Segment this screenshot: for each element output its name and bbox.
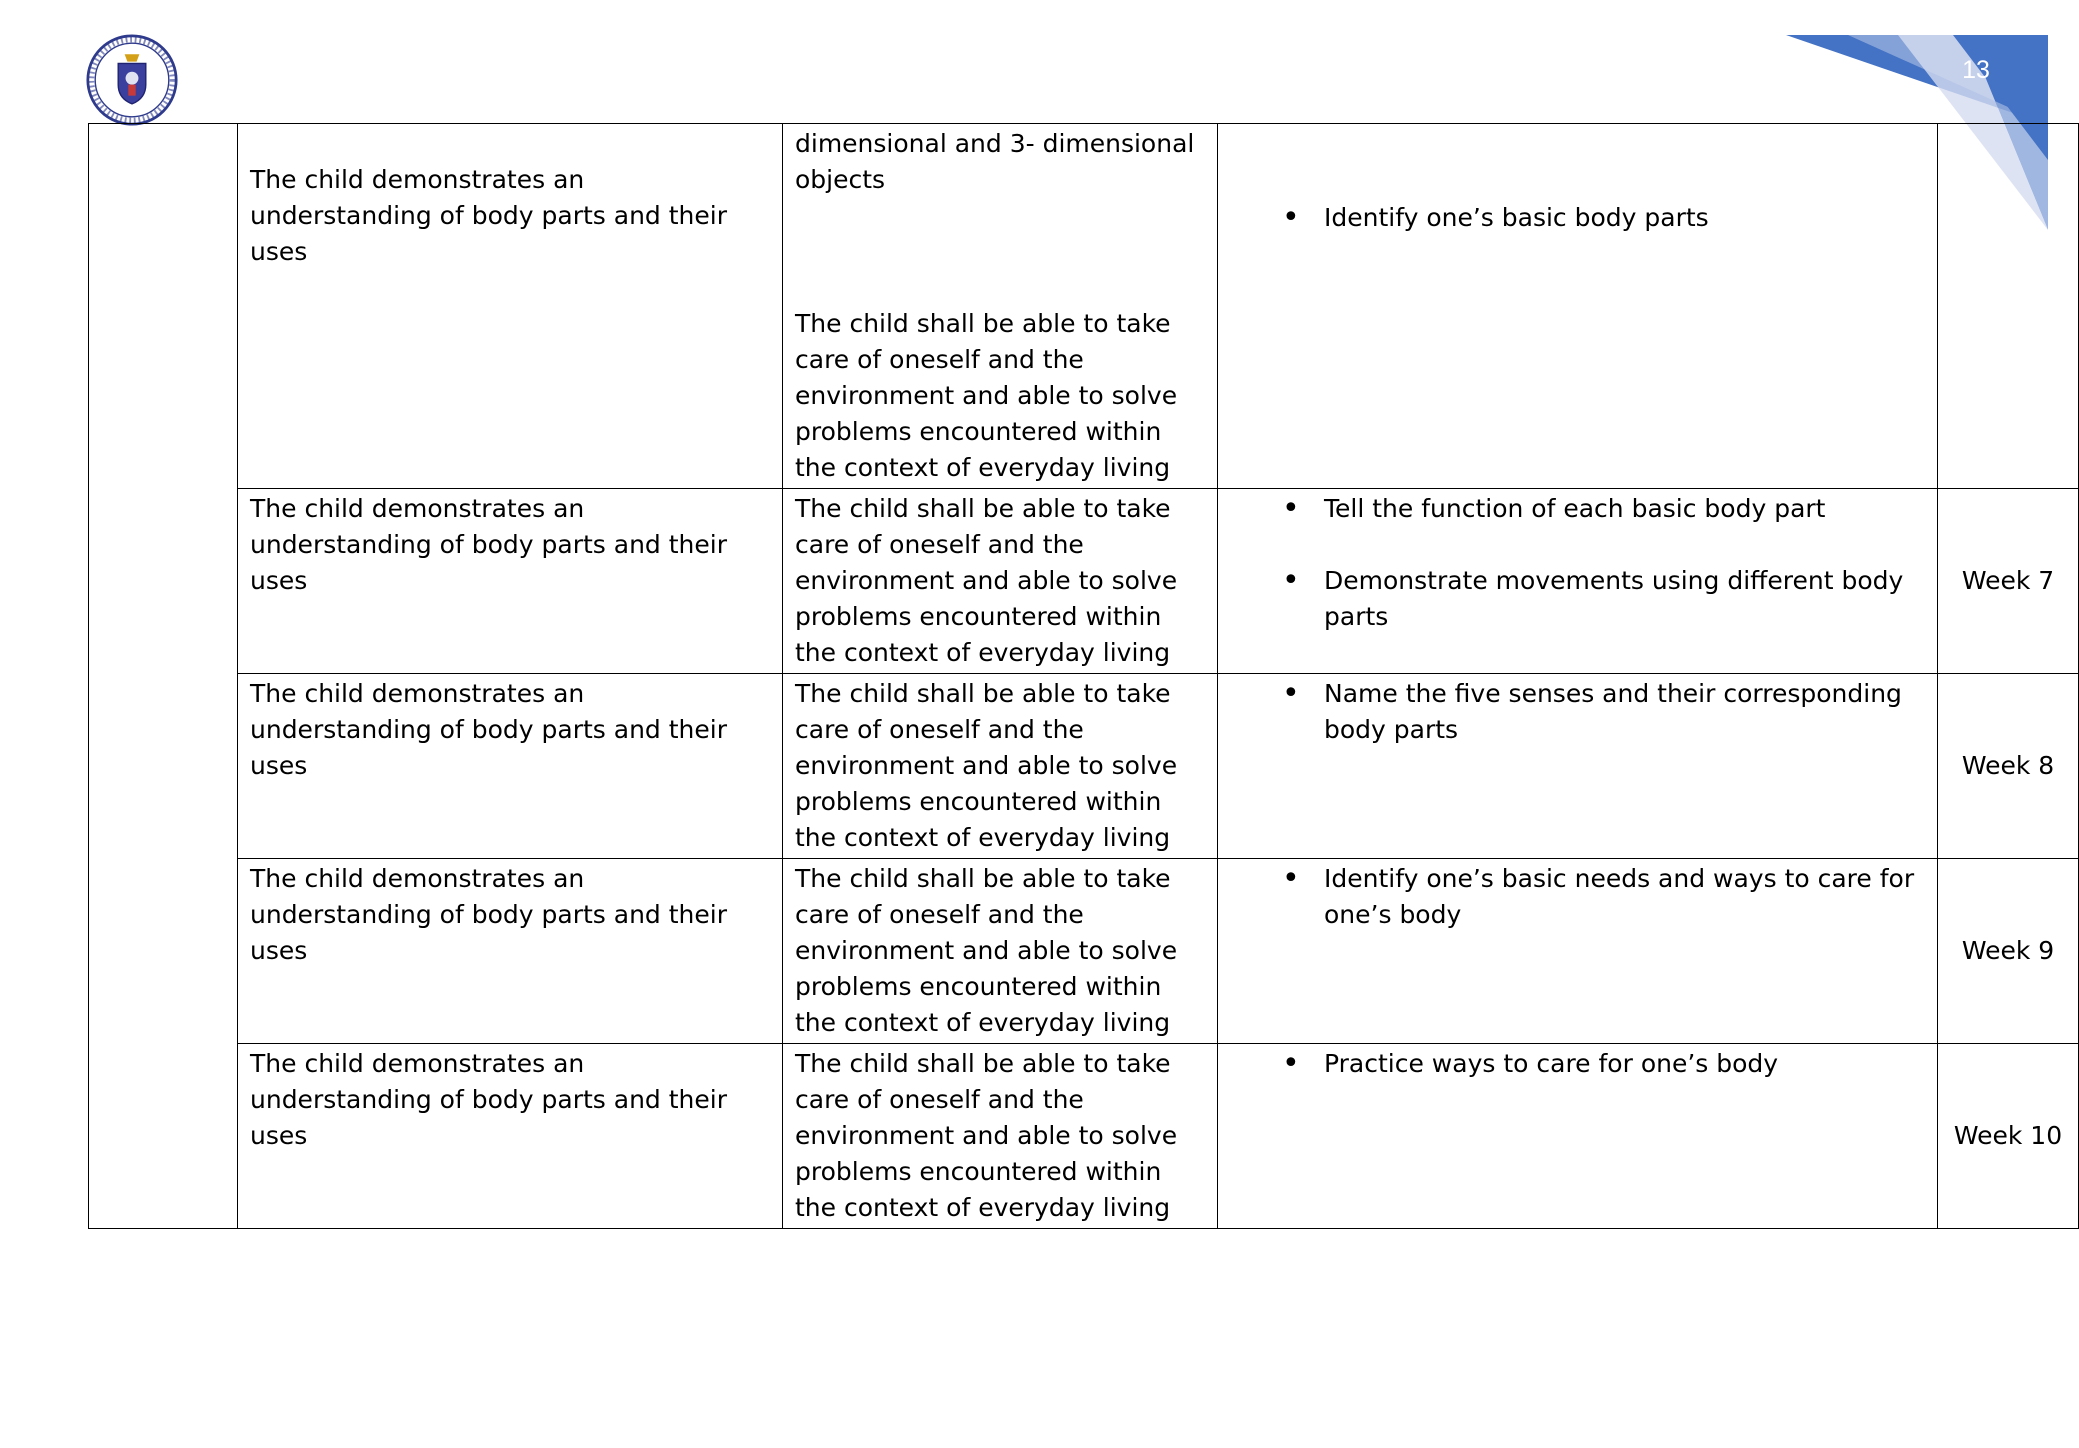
curriculum-table — [88, 123, 2079, 1229]
table-row — [89, 489, 2079, 674]
table-row — [89, 1044, 2079, 1229]
competency-list — [1230, 1046, 1925, 1082]
performance-standard-cell — [783, 674, 1218, 859]
competencies-cell — [1218, 674, 1938, 859]
performance-standard-text: The child shall be able to take care of oneself and the environment and able to solve problems encountered within the context of everyday living — [795, 679, 1178, 852]
performance-standard-cell — [783, 859, 1218, 1044]
week-cell — [1938, 124, 2079, 489]
content-standard-text: The child demonstrates an understanding of body parts and their uses — [250, 494, 727, 595]
performance-standard-top: dimensional and 3- dimensional objects — [795, 129, 1195, 194]
performance-standard-cell — [783, 489, 1218, 674]
competency-item: • Tell the function of each basic body part — [1230, 491, 1925, 527]
content-standard-cell — [238, 489, 783, 674]
competency-item: • Identify one’s basic needs and ways to care for one’s body — [1230, 861, 1925, 933]
competency-list — [1230, 491, 1925, 635]
competency-item: • Practice ways to care for one’s body — [1230, 1046, 1925, 1082]
content-standard-cell — [238, 1044, 783, 1229]
week-cell: Week 10 — [1938, 1044, 2079, 1229]
performance-standard-text: The child shall be able to take care of oneself and the environment and able to solve problems encountered within the context of everyday living — [795, 309, 1178, 482]
competency-item: • Identify one’s basic body parts — [1230, 200, 1925, 236]
competency-list — [1230, 200, 1925, 236]
performance-standard-text: The child shall be able to take care of oneself and the environment and able to solve problems encountered within the context of everyday living — [795, 864, 1178, 1037]
content-standard-text: The child demonstrates an understanding of body parts and their uses — [250, 165, 727, 266]
competencies-cell — [1218, 859, 1938, 1044]
empty-cell — [89, 124, 238, 1229]
content-standard-cell — [238, 124, 783, 489]
performance-standard-text: The child shall be able to take care of oneself and the environment and able to solve problems encountered within the context of everyday living — [795, 1049, 1178, 1222]
performance-standard-cell — [783, 124, 1218, 489]
performance-standard-text: The child shall be able to take care of oneself and the environment and able to solve problems encountered within the context of everyday living — [795, 494, 1178, 667]
week-cell: Week 7 — [1938, 489, 2079, 674]
week-cell: Week 8 — [1938, 674, 2079, 859]
table-row — [89, 674, 2079, 859]
performance-standard-cell — [783, 1044, 1218, 1229]
content-standard-cell — [238, 674, 783, 859]
competencies-cell — [1218, 1044, 1938, 1229]
table-row — [89, 859, 2079, 1044]
content-standard-text: The child demonstrates an understanding of body parts and their uses — [250, 679, 727, 780]
week-cell: Week 9 — [1938, 859, 2079, 1044]
content-standard-text: The child demonstrates an understanding of body parts and their uses — [250, 1049, 727, 1150]
competencies-cell — [1218, 124, 1938, 489]
competency-list — [1230, 676, 1925, 748]
page-number: 13 — [1962, 56, 1990, 84]
competency-item: • Name the five senses and their corresponding body parts — [1230, 676, 1925, 748]
competency-list — [1230, 861, 1925, 933]
competencies-cell — [1218, 489, 1938, 674]
competency-item: • Demonstrate movements using different body parts — [1230, 563, 1925, 635]
content-standard-text: The child demonstrates an understanding of body parts and their uses — [250, 864, 727, 965]
table-row — [89, 124, 2079, 489]
content-standard-cell — [238, 859, 783, 1044]
deped-seal-icon — [86, 34, 178, 126]
